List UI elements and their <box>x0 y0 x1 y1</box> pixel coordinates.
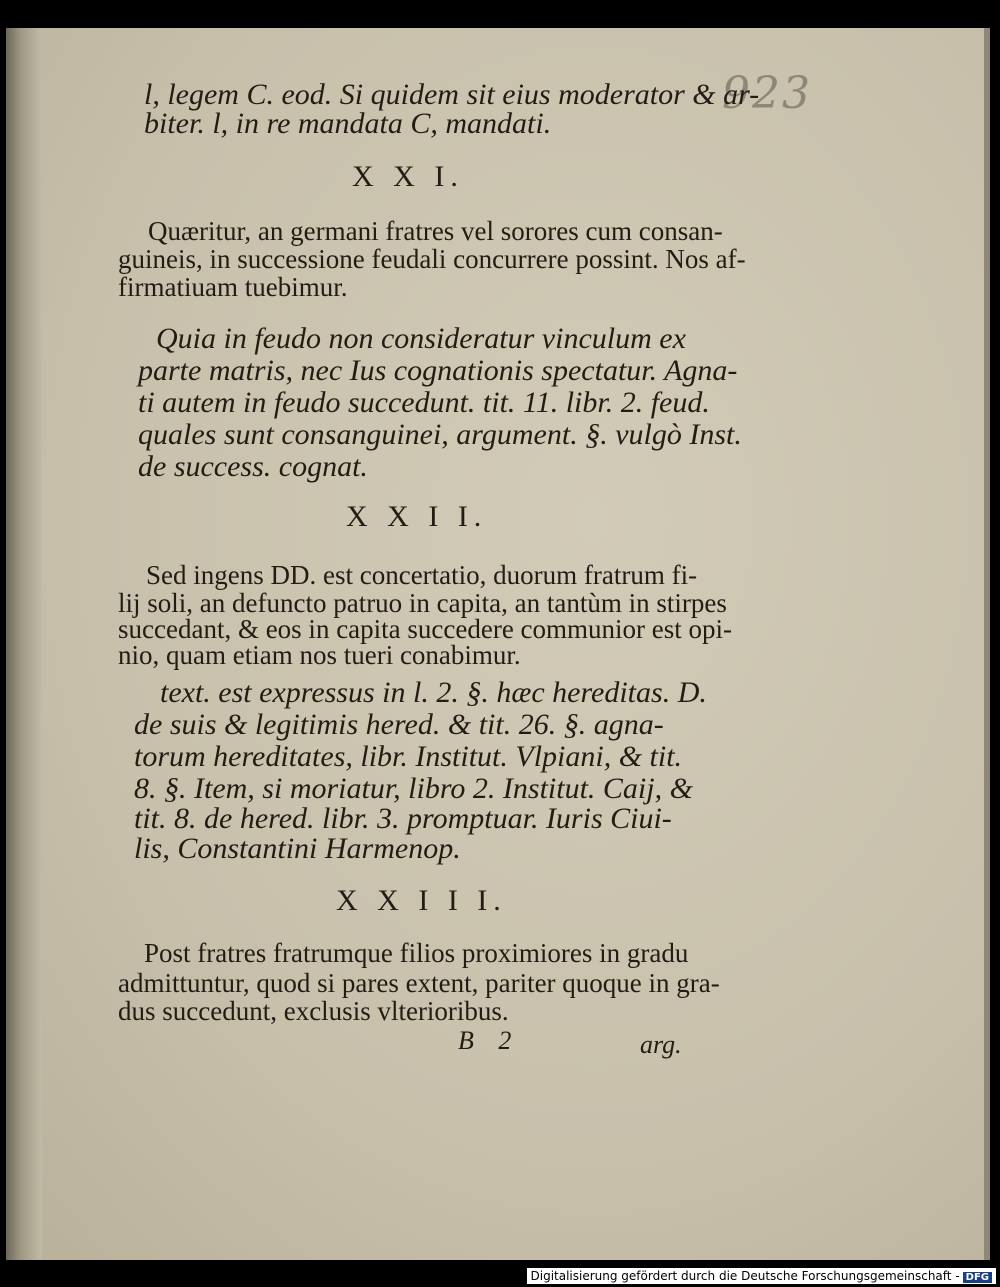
text-line: Quæritur, an germani fratres vel sorores cum consan- <box>148 216 723 246</box>
text-line: admittuntur, quod si pares extent, pariter quoque in gra- <box>118 968 720 998</box>
text-line: ti autem in feudo succedunt. tit. 11. libr. 2. feud. <box>138 386 710 419</box>
section-heading-xxiii: X X I I I. <box>336 884 507 917</box>
text-line: tit. 8. de hered. libr. 3. promptuar. Iuris Ciui- <box>134 802 672 835</box>
text-line: nio, quam etiam nos tueri conabimur. <box>118 640 521 670</box>
signature-mark: B 2 <box>458 1026 512 1055</box>
section-heading-xxii: X X I I. <box>346 500 488 533</box>
catchword: arg. <box>640 1030 682 1059</box>
page-gutter-shadow <box>6 28 42 1260</box>
text-line: l, legem C. eod. Si quidem sit eius moderator & ar- <box>144 78 760 111</box>
text-line: succedant, & eos in capita succedere communior est opi- <box>118 614 733 644</box>
text-line: torum hereditates, libr. Institut. Vlpiani, & tit. <box>134 740 683 773</box>
text-line: Post fratres fratrumque filios proximiores in gradu <box>144 938 689 968</box>
text-line: biter. l, in re mandata C, mandati. <box>144 107 552 140</box>
dfg-logo-badge: DFG <box>963 1272 992 1283</box>
text-line: firmatiuam tuebimur. <box>118 272 348 302</box>
text-line: guineis, in successione feudali concurrere possint. Nos af- <box>118 244 746 274</box>
text-line: quales sunt consanguinei, argument. §. vulgò Inst. <box>138 418 742 451</box>
text-line: dus succedunt, exclusis vlterioribus. <box>118 996 509 1026</box>
text-line: 8. §. Item, si moriatur, libro 2. Institut. Caij, & <box>134 772 693 805</box>
footer-text: Digitalisierung gefördert durch die Deutsche Forschungsgemeinschaft - <box>530 1269 960 1283</box>
text-line: lis, Constantini Harmenop. <box>134 832 461 865</box>
dfg-funding-notice <box>527 1268 997 1284</box>
text-line: de suis & legitimis hered. & tit. 26. §. agna- <box>134 708 664 741</box>
text-line: de success. cognat. <box>138 450 368 483</box>
pencil-page-number: 923 <box>722 68 812 119</box>
section-heading-xxi: X X I. <box>352 160 464 193</box>
text-line: lij soli, an defuncto patruo in capita, an tantùm in stirpes <box>118 588 727 618</box>
text-line: text. est expressus in l. 2. §. hæc hereditas. D. <box>160 676 707 709</box>
text-line: parte matris, nec Ius cognationis spectatur. Agna- <box>138 354 738 387</box>
text-line: Quia in feudo non consideratur vinculum ex <box>156 322 686 355</box>
text-line: Sed ingens DD. est concertatio, duorum fratrum fi- <box>146 560 698 590</box>
